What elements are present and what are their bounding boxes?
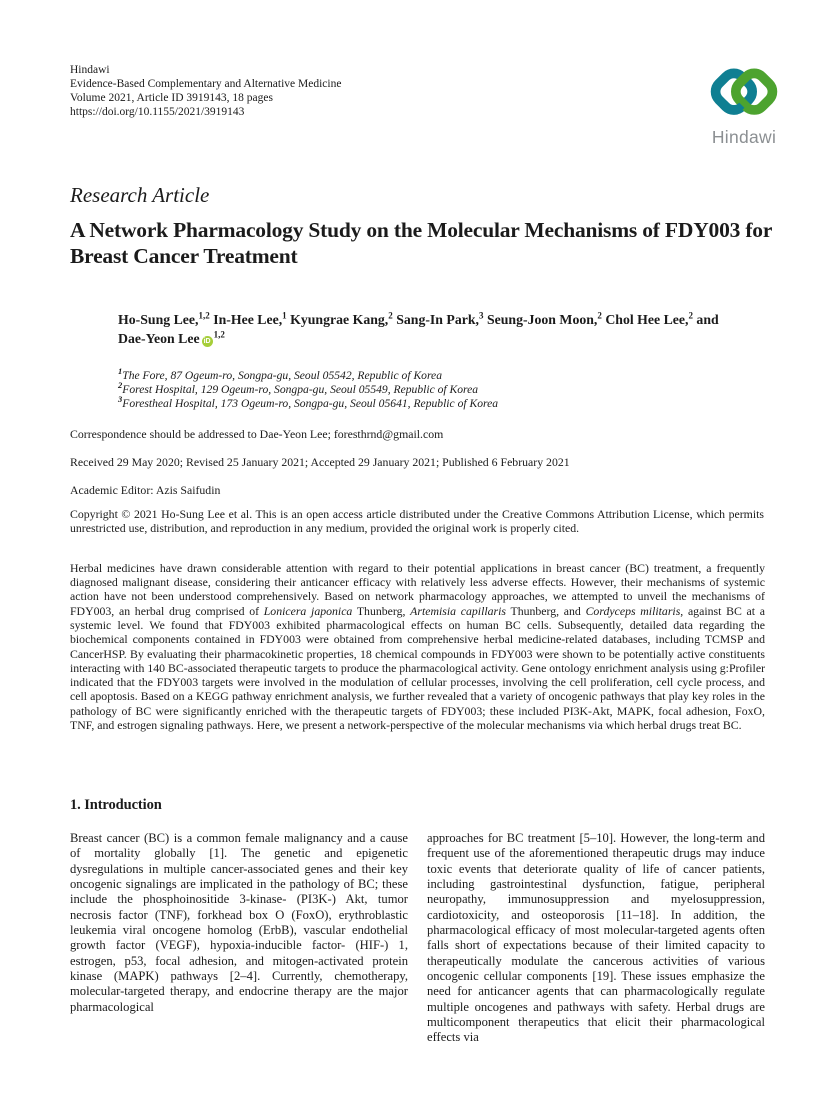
affiliation-line [118,393,499,411]
species-name: Lonicera japonica [263,603,353,618]
affiliation-line [118,366,498,383]
author: Seung-Joon Moon, [483,312,598,327]
author: Kyungrae Kang, [286,312,389,327]
affiliation-line [118,380,498,397]
author-affiliation-sup: 1,2 [198,310,210,321]
author-affiliation-sup: 2 [688,310,693,321]
correspondence-line[interactable]: Correspondence should be addressed to Dae-Yeon Lee; foresthrnd@gmail.com [70,427,444,441]
doi-link[interactable]: https://doi.org/10.1155/2021/3919143 [70,105,245,118]
author-affiliation-sup: 3 [479,310,484,321]
author: and Dae-Yeon Lee [118,312,719,346]
affiliation-list [118,366,499,411]
volume-line: Volume 2021, Article ID 3919143, 18 pages [70,91,273,104]
abstract-segment: Thunberg, and [505,603,586,618]
intro-paragraph-left: Breast cancer (BC) is a common female malignancy and a cause of mortality globally [1]. The genetic and epigenetic dysregulations in multiple cancer-associated genes and their key oncogenic signalings are implicated in the pathology of BC; these include the phosphoinositide 3-kinase- (PI3K-) Akt, tumor necrosis factor (TNF), forkhead box O (FoxO), erythroblastic leukemia viral oncogene homolog (ErbB), vascular endothelial growth factor (VEGF), hypoxia-inducible factor- (HIF-) 1, estrogen, p53, focal adhesion, and mitogen-activated protein kinase (MAPK) pathways [2–4]. Currently, chemotherapy, molecular-targeted therapy, and endocrine therapy are the major pharmacological [70,831,408,1014]
orcid-icon[interactable]: iD [203,337,211,345]
academic-editor: Academic Editor: Azis Saifudin [70,483,221,497]
copyright-notice: Copyright © 2021 Ho-Sung Lee et al. This is an open access article distributed under the Creative Commons Attribution License, which permits unrestricted use, distribution, and reproduction in any medium, provided the original work is properly cited. [70,507,764,536]
journal-name: Evidence-Based Complementary and Alternative Medicine [70,77,342,90]
body-columns [70,831,765,1046]
author-affiliation-sup: 2 [597,310,602,321]
abstract-segment: Herbal medicines have drawn considerable attention with regard to their potential applications in breast cancer (BC) treatment, a frequently diagnosed malignant disease, considering their anticancer efficacy with relatively less adverse effects. However, their mechanisms of systemic action have not been understood comprehensively. Based on network pharmacology approaches, we attempted to unveil the mechanisms of FDY003, an herbal drug comprised of [70,560,765,618]
intro-column-left [70,831,408,1046]
author-affiliation-sup: 1,2 [213,328,225,339]
article-history: Received 29 May 2020; Revised 25 January 2021; Accepted 29 January 2021; Published 6 February 2021 [70,455,570,469]
intro-paragraph-right: approaches for BC treatment [5–10]. However, the long-term and frequent use of the aforementioned therapeutic drugs may induce toxic events that deteriorate quality of life of cancer patients, including gastrointestinal dysfunction, fatigue, peripheral neuropathy, immunosuppression and myelosuppression, cardiotoxicity, and osteoporosis [11–18]. In addition, the pharmacological efficacy of most molecular-targeted agents often falls short of expectations because of their limited capacity to therapeutically modulate the cancerous activities of various oncogenic cellular components [19]. These issues emphasize the need for anticancer agents that can pharmacologically regulate multiple oncogenes and pathways with safety. Herbal drugs are multicomponent therapeutics that elicit their pharmacological effects via [427,831,765,1045]
affiliation-text: Forest Hospital, 129 Ogeum-ro, Songpa-gu, Seoul 05549, Republic of Korea [122,382,479,396]
section-heading-introduction: 1. Introduction [70,797,162,813]
hindawi-logo-mark [700,60,788,126]
affiliation-sup: 2 [118,380,123,391]
affiliation-text: Foresthеal Hospital, 173 Ogeum-ro, Songpa-gu, Seoul 05641, Republic of Korea [122,396,499,410]
affiliation-sup: 3 [118,393,123,404]
hindawi-logo [688,60,800,148]
author-affiliation-sup: 2 [388,310,393,321]
species-name: Cordyceps militaris [585,603,681,618]
article-title: A Network Pharmacology Study on the Molecular Mechanisms of FDY003 for Breast Cancer Treatment [70,218,772,268]
hindawi-wordmark: Hindawi [711,127,777,147]
species-name: Artemisia capillaris [410,603,506,618]
publisher-name: Hindawi [70,64,110,76]
affiliation-sup: 1 [118,366,123,377]
intro-column-right [427,831,765,1046]
article-type: Research Article [70,183,210,207]
affiliation-text: The Fore, 87 Ogeum-ro, Songpa-gu, Seoul 05542, Republic of Korea [122,369,443,382]
abstract-segment: , against BC at a systemic level. We found that FDY003 exhibited pharmacological effects on human BC cells. Subsequently, detailed data regarding the biochemical components contained in FDY003 were obtained from comprehensive herbal medicine-related databases, including TCMSP and CancerHSP. By evaluating their pharmacokinetic properties, 18 chemical compounds in FDY003 were shown to be potentially active constituents interacting with 140 BC-associated therapeutic targets to produce the pharmacological activity. Gene ontology enrichment analysis using g:Profiler indicated that the FDY003 targets were involved in the modulation of cellular processes, involving the cell proliferation, cell cycle process, and cell apoptosis. Based on a KEGG pathway enrichment analysis, we further revealed that a variety of oncogenic pathways that play key roles in the pathology of BC were significantly enriched with the therapeutic targets of FDY003; these included PI3K-Akt, MAPK, focal adhesion, FoxO, TNF, and estrogen signaling pathways. Here, we present a network-perspective of the molecular mechanisms via which herbal drugs treat BC. [70,603,765,733]
publisher-block [70,64,341,120]
author: Chol Hee Lee, [601,312,689,327]
abstract-text [70,561,765,733]
abstract-segment: Thunberg, [352,603,411,618]
author: Sang-In Park, [392,312,480,327]
author: Ho-Sung Lee, [118,312,199,327]
author-affiliation-sup: 1 [282,310,287,321]
author: In-Hee Lee, [209,312,283,327]
author-list [118,311,743,348]
